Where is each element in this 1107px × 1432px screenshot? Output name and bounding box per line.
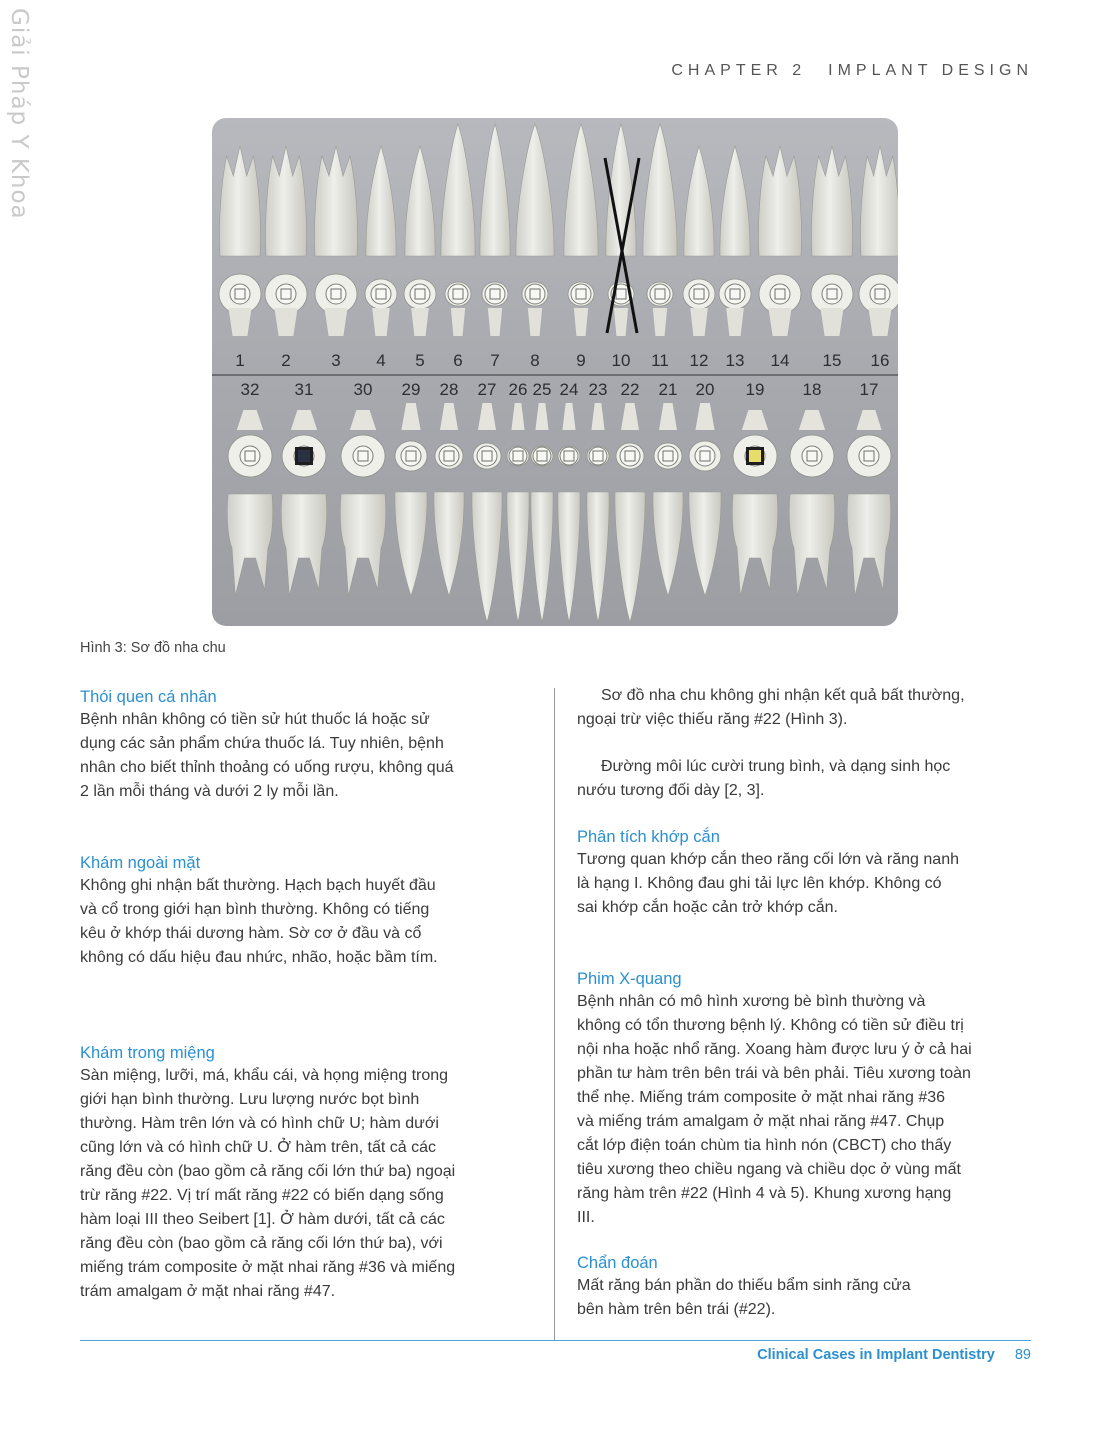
upper-tooth-number: 12 <box>689 351 709 370</box>
lower-tooth-number: 29 <box>401 380 421 399</box>
lower-tooth-number: 27 <box>477 380 497 399</box>
text-line: bên hàm trên bên trái (#22). <box>577 1301 776 1318</box>
text-line: Đường môi lúc cười trung bình, và dạng sinh học <box>601 758 951 775</box>
text-line: sai khớp cắn hoặc cản trở khớp cắn. <box>577 899 838 916</box>
text-line: miếng trám composite ở mặt nhai răng #36 và miếng <box>80 1259 456 1276</box>
lower-tooth-18 <box>789 410 835 596</box>
lower-tooth-number: 21 <box>658 380 678 399</box>
section-intraoral-exam <box>80 1042 530 1304</box>
lower-tooth-23 <box>587 403 609 622</box>
section-diagnosis <box>577 1252 1032 1322</box>
text-line: Bệnh nhân có mô hình xương bè bình thường và <box>577 993 926 1010</box>
lower-tooth-20 <box>689 403 721 596</box>
footer-rule <box>80 1340 1031 1341</box>
text-line: giới hạn bình thường. Lưu lượng nước bọt bình <box>80 1091 420 1108</box>
upper-tooth-number: 16 <box>870 351 890 370</box>
lower-tooth-24 <box>558 403 580 622</box>
upper-tooth-13 <box>719 146 751 336</box>
text-line: tiêu xương theo chiều ngang và chiều dọc ở vùng mất <box>577 1161 961 1178</box>
lower-tooth-number: 25 <box>532 380 552 399</box>
section-heading: Khám ngoài mặt <box>80 854 201 872</box>
lower-tooth-number: 20 <box>695 380 715 399</box>
upper-tooth-5 <box>404 146 436 336</box>
section-body <box>577 848 1032 920</box>
upper-tooth-6 <box>441 124 475 336</box>
upper-tooth-number: 1 <box>235 351 245 370</box>
upper-tooth-4 <box>365 146 397 336</box>
section-body <box>577 1274 1032 1322</box>
lower-tooth-number: 32 <box>240 380 260 399</box>
text-line: và cổ trong giới hạn bình thường. Không có tiếng <box>80 901 430 918</box>
text-line: cũng lớn và có hình chữ U. Ở hàm trên, tất cả các <box>80 1139 436 1156</box>
paragraph <box>577 684 1032 732</box>
upper-tooth-16 <box>859 146 898 336</box>
text-line: Bệnh nhân không có tiền sử hút thuốc lá hoặc sử <box>80 711 430 728</box>
lower-tooth-number: 26 <box>508 380 528 399</box>
text-line: dụng các sản phẩm chứa thuốc lá. Tuy nhiên, bệnh <box>80 735 444 752</box>
lower-tooth-number: 22 <box>620 380 640 399</box>
lower-tooth-19 <box>732 410 778 596</box>
upper-tooth-number: 15 <box>822 351 842 370</box>
lower-tooth-27 <box>472 403 502 622</box>
lower-tooth-31 <box>281 410 327 596</box>
upper-tooth-number: 14 <box>770 351 790 370</box>
text-line: Sàn miệng, lưỡi, má, khẩu cái, và họng miệng trong <box>80 1067 449 1084</box>
text-line: trám amalgam ở mặt nhai răng #47. <box>80 1283 336 1300</box>
figure-caption: Hình 3: Sơ đồ nha chu <box>80 640 226 656</box>
lower-tooth-30 <box>340 410 386 596</box>
text-line: thường. Hàm trên lớn và có hình chữ U; hàm dưới <box>80 1115 439 1132</box>
upper-tooth-number: 9 <box>576 351 586 370</box>
text-line: không có tổn thương bệnh lý. Không có tiền sử điều trị <box>577 1017 964 1034</box>
page-footer <box>757 1347 1031 1363</box>
text-line: hàm loại III theo Seibert [1]. Ở hàm dưới, tất cả các <box>80 1211 445 1228</box>
lower-tooth-25 <box>531 403 553 622</box>
text-line: Không ghi nhận bất thường. Hạch bạch huyết đầu <box>80 877 436 894</box>
lower-tooth-28 <box>434 403 464 596</box>
section-extraoral-exam <box>80 852 530 970</box>
section-heading: Chẩn đoán <box>577 1254 658 1272</box>
dental-chart <box>212 118 898 626</box>
upper-tooth-3 <box>314 146 357 336</box>
section-occlusion-analysis <box>577 826 1032 920</box>
text-line: răng hàm trên #22 (Hình 4 và 5). Khung xương hạng <box>577 1185 952 1202</box>
section-heading: Thói quen cá nhân <box>80 688 217 706</box>
upper-tooth-12 <box>683 146 715 336</box>
text-line: cắt lớp điện toán chùm tia hình nón (CBCT) cho thấy <box>577 1137 952 1154</box>
upper-tooth-number: 7 <box>490 351 500 370</box>
lower-tooth-29 <box>395 403 427 596</box>
text-line: Tương quan khớp cắn theo răng cối lớn và răng nanh <box>577 851 959 868</box>
text-line: 2 lần mỗi tháng và dưới 2 ly mỗi lần. <box>80 783 339 800</box>
section-personal-habits <box>80 686 530 804</box>
upper-tooth-number: 2 <box>281 351 291 370</box>
text-line: phần tư hàm trên bên trái và bên phải. Tiêu xương toàn <box>577 1065 971 1082</box>
lower-tooth-17 <box>847 410 891 596</box>
text-line: nội nha hoặc nhổ răng. Xoang hàm được lưu ý ở cả hai <box>577 1041 972 1058</box>
upper-tooth-number: 10 <box>611 351 631 370</box>
lower-tooth-22 <box>615 403 645 622</box>
section-heading: Phim X-quang <box>577 970 682 988</box>
chapter-title: IMPLANT DESIGN <box>828 62 1033 79</box>
upper-tooth-11 <box>643 124 677 336</box>
text-line: nhân cho biết thỉnh thoảng có uống rượu, không quá <box>80 759 454 776</box>
section-heading: Khám trong miệng <box>80 1044 215 1062</box>
text-line: nướu tương đối dày [2, 3]. <box>577 782 765 799</box>
paragraph-periodontal-summary <box>577 684 1032 732</box>
text-line: thể nhẹ. Miếng trám composite ở mặt nhai răng #36 <box>577 1089 946 1106</box>
upper-tooth-number: 6 <box>453 351 463 370</box>
text-line: và miếng trám amalgam ở mặt nhai răng #47. Chụp <box>577 1113 945 1130</box>
lower-tooth-number: 31 <box>294 380 314 399</box>
upper-tooth-1 <box>219 146 261 336</box>
section-body <box>80 1064 530 1304</box>
lower-tooth-number: 23 <box>588 380 608 399</box>
side-watermark: Giải Pháp Y Khoa <box>6 8 32 220</box>
section-body <box>577 990 1032 1230</box>
lower-tooth-number: 18 <box>802 380 822 399</box>
lower-tooth-number: 17 <box>859 380 879 399</box>
lower-tooth-number: 24 <box>559 380 579 399</box>
lower-tooth-number: 30 <box>353 380 373 399</box>
text-line: Mất răng bán phần do thiếu bẩm sinh răng cửa <box>577 1277 911 1294</box>
lower-tooth-32 <box>227 410 273 596</box>
lower-tooth-number: 19 <box>745 380 765 399</box>
upper-tooth-14 <box>758 146 801 336</box>
chapter-number: CHAPTER 2 <box>671 62 807 79</box>
column-divider <box>554 688 555 1340</box>
upper-tooth-number: 11 <box>651 351 669 370</box>
paragraph <box>577 755 1032 803</box>
page-number: 89 <box>1014 1347 1031 1363</box>
upper-tooth-15 <box>811 146 853 336</box>
running-head <box>671 62 1033 80</box>
text-line: không có dấu hiệu đau nhức, nhão, hoặc bầm tím. <box>80 949 438 966</box>
upper-tooth-number: 3 <box>331 351 341 370</box>
section-body <box>80 708 530 804</box>
lower-tooth-26 <box>507 403 529 622</box>
lower-tooth-21 <box>653 403 683 596</box>
upper-tooth-number: 4 <box>376 351 386 370</box>
section-heading: Phân tích khớp cắn <box>577 828 720 846</box>
upper-tooth-7 <box>480 124 510 336</box>
upper-tooth-number: 5 <box>415 351 425 370</box>
upper-tooth-number: 13 <box>725 351 745 370</box>
upper-tooth-2 <box>265 146 307 336</box>
periodontal-chart-figure <box>212 118 898 626</box>
section-radiograph <box>577 968 1032 1230</box>
text-line: kêu ở khớp thái dương hàm. Sờ cơ ở đầu và cổ <box>80 925 422 942</box>
text-line: răng đều còn (bao gồm cả răng cối lớn thứ ba), với <box>80 1235 443 1252</box>
paragraph-smile-line <box>577 755 1032 803</box>
upper-tooth-8 <box>516 124 554 336</box>
upper-tooth-number: 8 <box>530 351 540 370</box>
text-line: III. <box>577 1209 595 1226</box>
lower-tooth-number: 28 <box>439 380 459 399</box>
upper-tooth-9 <box>564 124 598 336</box>
text-line: là hạng I. Không đau ghi tải lực lên khớp. Không có <box>577 875 942 892</box>
text-line: trừ răng #22. Vị trí mất răng #22 có biến dạng sống <box>80 1187 444 1204</box>
book-title: Clinical Cases in Implant Dentistry <box>757 1347 995 1363</box>
section-body <box>80 874 530 970</box>
text-line: ngoại trừ việc thiếu răng #22 (Hình 3). <box>577 711 848 728</box>
text-line: Sơ đồ nha chu không ghi nhận kết quả bất thường, <box>601 687 965 704</box>
text-line: răng đều còn (bao gồm cả răng cối lớn thứ ba) ngoại <box>80 1163 456 1180</box>
